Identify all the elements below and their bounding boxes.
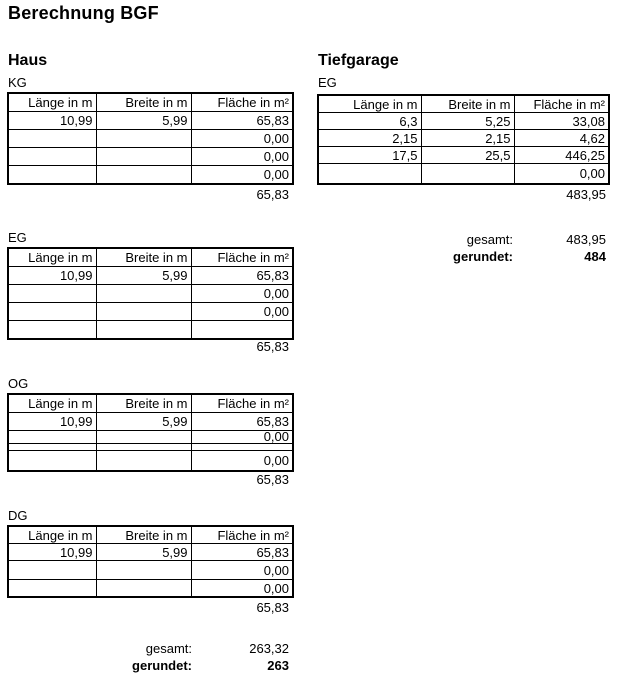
column-header-laenge: Länge in m — [8, 93, 96, 112]
table-row — [8, 303, 293, 321]
floor-label-eg-tiefgarage: EG — [318, 75, 337, 90]
cell — [8, 303, 96, 321]
tiefgarage-gerundet-line — [317, 249, 606, 264]
column-header-laenge: Länge in m — [8, 526, 96, 544]
table-header-row — [8, 248, 293, 267]
gerundet-label: gerundet: — [453, 249, 513, 264]
table-total-kg: 65,83 — [256, 187, 289, 202]
table-row — [8, 285, 293, 303]
cell — [8, 130, 96, 148]
cell: 446,25 — [514, 147, 609, 164]
cell — [96, 130, 191, 148]
table-row — [8, 451, 293, 472]
cell: 5,99 — [96, 544, 191, 561]
gerundet-label: gerundet: — [132, 658, 192, 673]
cell: 0,00 — [191, 166, 293, 185]
cell: 0,00 — [191, 148, 293, 166]
haus-gerundet-line — [7, 658, 289, 673]
column-header-flaeche: Fläche in m² — [191, 394, 293, 413]
cell: 0,00 — [191, 130, 293, 148]
gerundet-value: 484 — [584, 249, 606, 264]
cell — [421, 164, 514, 185]
cell — [8, 451, 96, 472]
cell — [8, 431, 96, 444]
column-header-flaeche: Fläche in m² — [191, 248, 293, 267]
cell: 4,62 — [514, 130, 609, 147]
cell: 25,5 — [421, 147, 514, 164]
page-title: Berechnung BGF — [8, 3, 159, 23]
table-kg — [7, 92, 294, 185]
column-header-breite: Breite in m — [96, 394, 191, 413]
cell: 65,83 — [191, 112, 293, 130]
table-header-row — [8, 526, 293, 544]
table-row — [318, 130, 609, 147]
column-header-laenge: Länge in m — [8, 394, 96, 413]
table-row — [8, 112, 293, 130]
column-header-laenge: Länge in m — [318, 95, 421, 113]
cell — [96, 303, 191, 321]
table-row — [8, 444, 293, 451]
column-header-breite: Breite in m — [421, 95, 514, 113]
column-header-breite: Breite in m — [96, 248, 191, 267]
table-row — [8, 148, 293, 166]
table-eg-tiefgarage — [317, 94, 610, 185]
cell — [318, 164, 421, 185]
gesamt-value: 263,32 — [249, 641, 289, 656]
cell: 0,00 — [191, 303, 293, 321]
cell: 5,99 — [96, 267, 191, 285]
cell: 5,99 — [96, 413, 191, 431]
tiefgarage-gesamt-line — [317, 232, 606, 247]
table-total-dg: 65,83 — [256, 600, 289, 615]
cell — [191, 444, 293, 451]
column-header-flaeche: Fläche in m² — [514, 95, 609, 113]
table-row — [8, 413, 293, 431]
table-row — [8, 544, 293, 561]
cell — [8, 166, 96, 185]
cell: 5,25 — [421, 113, 514, 130]
column-header-breite: Breite in m — [96, 526, 191, 544]
cell: 0,00 — [191, 431, 293, 444]
cell: 2,15 — [318, 130, 421, 147]
table-eg-haus — [7, 247, 294, 340]
floor-label-dg: DG — [8, 508, 28, 523]
cell: 33,08 — [514, 113, 609, 130]
cell: 65,83 — [191, 544, 293, 561]
column-header-laenge: Länge in m — [8, 248, 96, 267]
floor-label-og: OG — [8, 376, 29, 391]
cell — [96, 148, 191, 166]
table-total-eg-tiefgarage: 483,95 — [566, 187, 606, 202]
cell: 65,83 — [191, 267, 293, 285]
table-row — [8, 267, 293, 285]
cell — [96, 580, 191, 598]
cell — [8, 444, 96, 451]
gesamt-label: gesamt: — [145, 641, 192, 656]
section-heading-haus: Haus — [8, 52, 48, 69]
floor-label-kg: KG — [8, 75, 27, 90]
cell: 10,99 — [8, 267, 96, 285]
section-heading-tiefgarage: Tiefgarage — [318, 52, 399, 69]
floor-label-eg: EG — [8, 230, 27, 245]
cell: 5,99 — [96, 112, 191, 130]
table-row — [318, 164, 609, 185]
column-header-breite: Breite in m — [96, 93, 191, 112]
cell: 17,5 — [318, 147, 421, 164]
cell — [96, 444, 191, 451]
cell — [96, 321, 191, 340]
table-dg — [7, 525, 294, 598]
cell — [8, 148, 96, 166]
cell — [96, 285, 191, 303]
table-header-row — [8, 93, 293, 112]
table-row — [8, 130, 293, 148]
table-row — [8, 561, 293, 580]
haus-gesamt-line — [7, 641, 289, 656]
cell: 0,00 — [191, 561, 293, 580]
cell — [8, 580, 96, 598]
cell — [8, 561, 96, 580]
column-header-flaeche: Fläche in m² — [191, 526, 293, 544]
table-header-row — [8, 394, 293, 413]
cell: 0,00 — [191, 451, 293, 472]
cell: 0,00 — [191, 285, 293, 303]
table-og — [7, 393, 294, 472]
table-row — [8, 580, 293, 598]
table-row — [8, 166, 293, 185]
cell — [96, 431, 191, 444]
cell: 65,83 — [191, 413, 293, 431]
cell — [191, 321, 293, 340]
gesamt-label: gesamt: — [466, 232, 513, 247]
cell: 0,00 — [191, 580, 293, 598]
cell: 10,99 — [8, 112, 96, 130]
cell: 6,3 — [318, 113, 421, 130]
table-row — [8, 321, 293, 340]
cell — [96, 561, 191, 580]
table-row — [8, 431, 293, 444]
gerundet-value: 263 — [267, 658, 289, 673]
cell: 0,00 — [514, 164, 609, 185]
cell — [96, 451, 191, 472]
gesamt-value: 483,95 — [566, 232, 606, 247]
cell — [8, 321, 96, 340]
table-row — [318, 147, 609, 164]
table-header-row — [318, 95, 609, 113]
cell — [96, 166, 191, 185]
table-row — [318, 113, 609, 130]
cell: 2,15 — [421, 130, 514, 147]
cell: 10,99 — [8, 544, 96, 561]
cell — [8, 285, 96, 303]
table-total-og: 65,83 — [256, 472, 289, 487]
column-header-flaeche: Fläche in m² — [191, 93, 293, 112]
cell: 10,99 — [8, 413, 96, 431]
table-total-eg-haus: 65,83 — [256, 339, 289, 354]
